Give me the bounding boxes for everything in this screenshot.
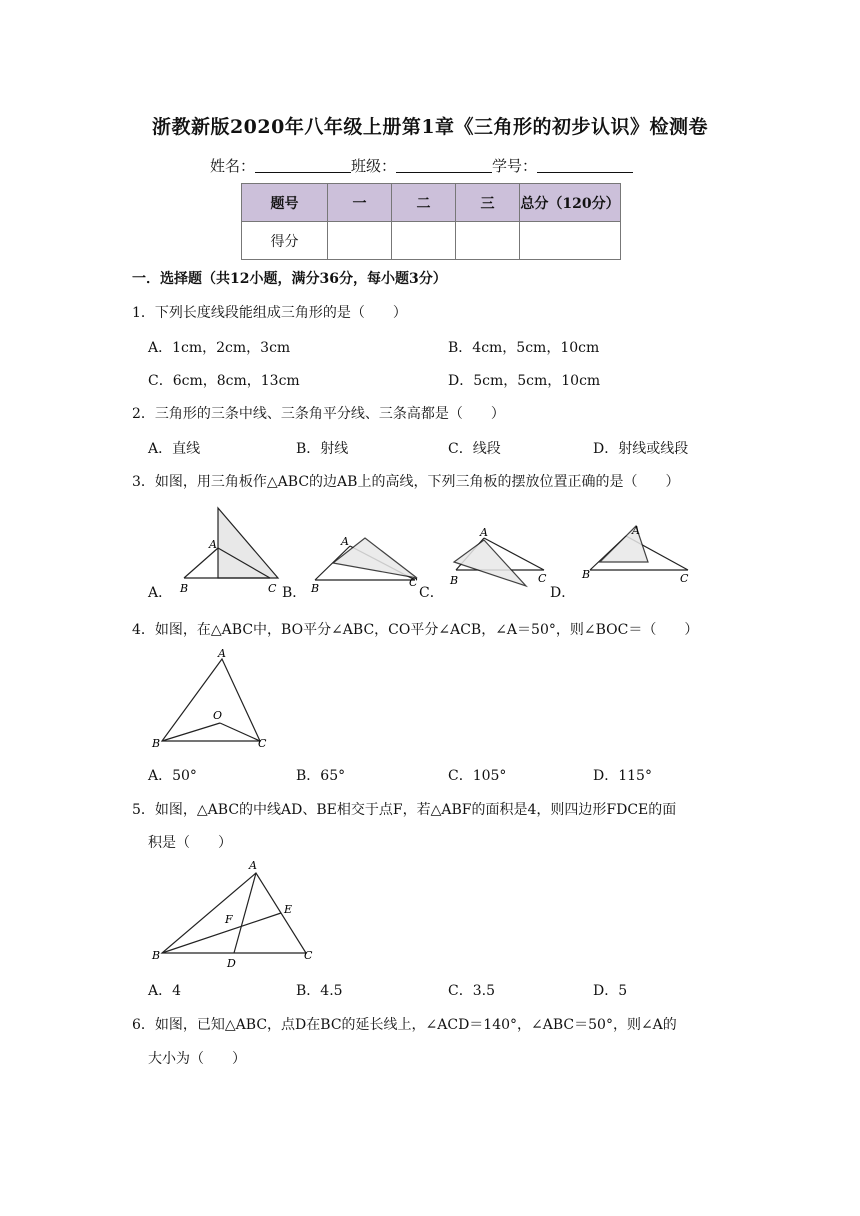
question-3-stem: 3．如图，用三角板作△ABC的边AB上的高线，下列三角板的摆放位置正确的是（ ） — [132, 474, 680, 490]
score-cell[interactable] — [392, 222, 456, 260]
q4-figure — [148, 645, 278, 755]
score-table — [241, 183, 621, 260]
score-header-cell: 二 — [392, 184, 456, 222]
label-a: A — [480, 526, 488, 539]
q2-option-b: B．射线 — [296, 441, 349, 457]
q5-figure — [148, 855, 328, 975]
label-e: E — [284, 903, 293, 916]
question-5-stem-cont: 积是（ ） — [148, 835, 232, 851]
label-b: B — [582, 568, 591, 581]
q5-option-d: D．5 — [593, 983, 628, 999]
q4-option-c: C．105° — [448, 768, 507, 784]
q1-option-a: A．1cm，2cm，3cm — [148, 340, 291, 356]
q3-figure-d — [578, 522, 698, 592]
q2-option-a: A．直线 — [148, 441, 201, 457]
score-header-cell: 三 — [456, 184, 520, 222]
question-4-stem: 4．如图，在△ABC中，BO平分∠ABC，CO平分∠ACB，∠A＝50°，则∠BOC＝（ ） — [132, 622, 699, 638]
label-a: A — [249, 859, 257, 872]
label-c: C — [304, 949, 313, 962]
label-o: O — [213, 709, 223, 722]
student-info-line — [210, 155, 633, 176]
label-a: A — [632, 524, 640, 537]
label-c: C — [409, 576, 418, 589]
label-a: A — [209, 538, 217, 551]
score-row-label: 得分 — [242, 222, 328, 260]
id-label: 学号： — [492, 157, 538, 175]
score-cell[interactable] — [456, 222, 520, 260]
label-b: B — [450, 574, 459, 587]
section-heading: 一．选择题（共12小题，满分36分，每小题3分） — [132, 271, 447, 287]
label-c: C — [538, 572, 547, 585]
label-a: A — [218, 647, 226, 660]
q3-figure-b — [305, 528, 425, 598]
q4-option-b: B．65° — [296, 768, 346, 784]
label-a: A — [341, 535, 349, 548]
q1-option-c: C．6cm，8cm，13cm — [148, 373, 300, 389]
score-table-header-row — [242, 184, 621, 222]
label-d: D — [227, 957, 236, 970]
q4-option-d: D．115° — [593, 768, 652, 784]
score-header-cell: 题号 — [242, 184, 328, 222]
label-c: C — [258, 737, 267, 750]
question-6-stem: 6．如图，已知△ABC，点D在BC的延长线上，∠ACD＝140°，∠ABC＝50°，则∠A的 — [132, 1017, 677, 1033]
question-5-stem: 5．如图，△ABC的中线AD、BE相交于点F，若△ABF的面积是4，则四边形FDCE的面 — [132, 802, 677, 818]
q5-option-b: B．4.5 — [296, 983, 343, 999]
q5-option-c: C．3.5 — [448, 983, 495, 999]
label-b: B — [311, 582, 320, 595]
q3-option-c: C． — [419, 585, 444, 601]
q2-option-d: D．射线或线段 — [593, 441, 689, 457]
score-table-row — [242, 222, 621, 260]
label-c: C — [680, 572, 689, 585]
q1-option-b: B．4cm，5cm，10cm — [448, 340, 600, 356]
question-1-stem: 1．下列长度线段能组成三角形的是（ ） — [132, 305, 407, 321]
class-blank — [396, 156, 492, 173]
score-cell[interactable] — [328, 222, 392, 260]
q3-option-a: A． — [148, 585, 173, 601]
page-title: 浙教新版2020年八年级上册第1章《三角形的初步认识》检测卷 — [151, 116, 709, 138]
question-6-stem-cont: 大小为（ ） — [148, 1051, 246, 1067]
q3-figure-a — [172, 505, 282, 595]
score-cell[interactable] — [520, 222, 621, 260]
score-header-cell: 一 — [328, 184, 392, 222]
label-f: F — [225, 913, 233, 926]
q3-figure-c — [446, 522, 561, 592]
score-header-cell: 总分（120分） — [520, 184, 621, 222]
q5-option-a: A．4 — [148, 983, 182, 999]
label-b: B — [152, 737, 161, 750]
name-label: 姓名： — [210, 157, 256, 175]
q4-option-a: A．50° — [148, 768, 197, 784]
q1-option-d: D．5cm，5cm，10cm — [448, 373, 601, 389]
question-2-stem: 2．三角形的三条中线、三条角平分线、三条高都是（ ） — [132, 406, 505, 422]
label-c: C — [268, 582, 277, 595]
label-b: B — [180, 582, 189, 595]
q2-option-c: C．线段 — [448, 441, 501, 457]
q3-option-d: D． — [550, 585, 576, 601]
q3-option-b: B． — [282, 585, 307, 601]
name-blank — [255, 156, 351, 173]
label-b: B — [152, 949, 161, 962]
id-blank — [537, 156, 633, 173]
class-label: 班级： — [351, 157, 397, 175]
